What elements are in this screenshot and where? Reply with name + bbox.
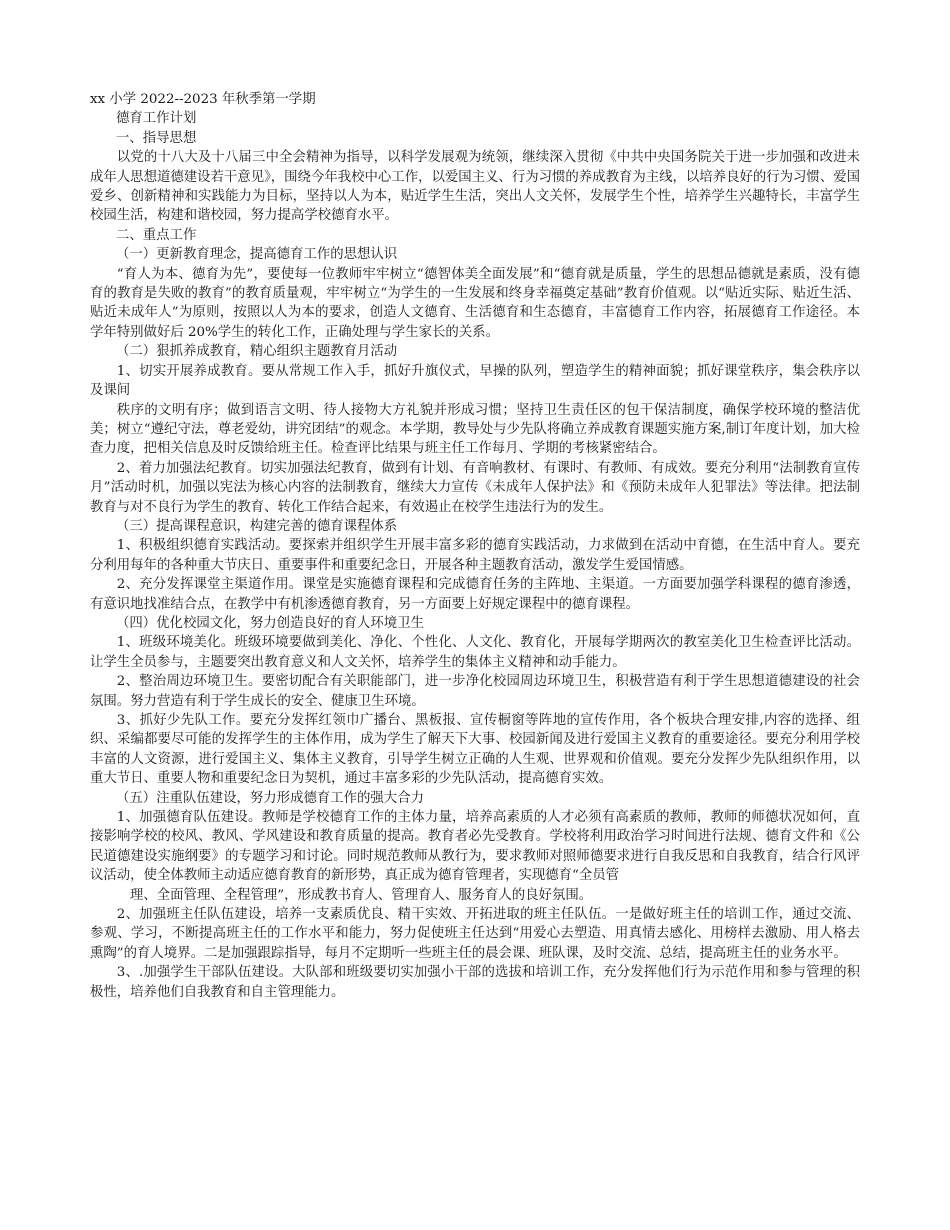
paragraph-4-1: 1、班级环境美化。班级环境要做到美化、净化、个性化、人文化、教育化，开展每学期两次的教室美化卫生检查评比活动。让学生全员参与，主题要突出教育意义和人文关怀，培养学生的集体主义精神和动手能力。 xyxy=(90,635,860,670)
subsection-heading-1: （一）更新教育理念，提高德育工作的思想认识 xyxy=(116,247,398,263)
paragraph-4-3: 3、抓好少先队工作。要充分发挥红领巾广播台、黑板报、宣传橱窗等阵地的宣传作用，各个板块合理安排,内容的选择、组织、采编都要尽可能的发挥学生的主体作用，成为学生了解天下大事、校园新闻及进行爱国主义教育的重要途径。要充分利用学校丰富的人文资源，进行爱国主义、集体主义教育，引导学生树立正确的人生观、世界观和价值观。要充分发挥少先队组织作用，以重大节日、重要人物和重要纪念日为契机，通过丰富多彩的少先队活动，提高德育实效。 xyxy=(90,713,860,787)
paragraph-2-2: 秩序的文明有序；做到语言文明、待人接物大方礼貌并形成习惯；坚持卫生责任区的包干保洁制度，确保学校环境的整洁优美；树立“遵纪守法，尊老爱幼，讲究团结”的观念。本学期，教导处与少先队将确立养成教育课题实施方案,制订年度计划，加大检查力度，把相关信息及时反馈给班主任。检查评比结果与班主任工作每月、学期的考核紧密结合。 xyxy=(90,402,860,457)
paragraph-3-2: 2、充分发挥课堂主渠道作用。课堂是实施德育课程和完成德育任务的主阵地、主渠道。一方面要加强学科课程的德育渗透，有意识地找准结合点，在教学中有机渗透德育教育，另一方面要上好规定课程中的德育课程。 xyxy=(90,577,860,612)
paragraph-guiding-ideology: 以党的十八大及十八届三中全会精神为指导，以科学发展观为统领，继续深入贯彻《中共中央国务院关于进一步加强和改进未成年人思想道德建设若干意见》，围绕今年我校中心工作，以爱国主义、行为习惯的养成教育为主线，以培养良好的行为习惯、爱国爱乡、创新精神和实践能力为目标，坚持以人为本，贴近学生生活，突出人文关怀，发展学生个性，培养学生兴趣特长，丰富学生校园生活，构建和谐校园，努力提高学校德育水平。 xyxy=(90,150,860,224)
subsection-heading-4: （四）优化校园文化，努力创造良好的育人环境卫生 xyxy=(116,615,424,631)
subsection-heading-5: （五）注重队伍建设，努力形成德育工作的强大合力 xyxy=(116,790,424,806)
paragraph-1-1: “育人为本、德育为先”，要使每一位教师牢牢树立“德智体美全面发展”和“德育就是质量，学生的思想品德就是素质，没有德育的教育是失败的教育”的教育质量观，牢牢树立“为学生的一生发展和终身幸福奠定基础”教育价值观。以“贴近实际、贴近生活、贴近未成年人”为原则，按照以人为本的要求，创造人文德育、生活德育和生态德育，丰富德育工作内容，拓展德育工作途径。本学年特别做好后 20%学生的转化工作，正确处理与学生家长的关系。 xyxy=(90,266,860,340)
paragraph-5-3: 3、.加强学生干部队伍建设。大队部和班级要切实加强小干部的选拔和培训工作，充分发挥他们行为示范作用和参与管理的积极性，培养他们自我教育和自主管理能力。 xyxy=(90,965,860,1000)
paragraph-2-1: 1、切实开展养成教育。要从常规工作入手，抓好升旗仪式，早操的队列，塑造学生的精神面貌；抓好课堂秩序，集会秩序以及课间 xyxy=(90,363,860,399)
document-subtitle: 德育工作计划 xyxy=(116,111,197,127)
paragraph-5-2: 2、加强班主任队伍建设，培养一支素质优良、精干实效、开拓进取的班主任队伍。一是做好班主任的培训工作，通过交流、参观、学习，不断提高班主任的工作水平和能力，努力促使班主任达到“用爱心去塑造、用真情去感化、用榜样去激励、用人格去熏陶”的育人境界。二是加强跟踪指导，每月不定期听一些班主任的晨会课、班队课，及时交流、总结，提高班主任的业务水平。 xyxy=(90,907,860,961)
paragraph-5-1: 1、加强德育队伍建设。教师是学校德育工作的主体力量，培养高素质的人才必须有高素质的教师，教师的师德状况如何，直接影响学校的校风、教风、学风建设和教育质量的提高。教育者必先受教育。学校将利用政治学习时间进行法规、德育文件和《公民道德建设实施纲要》的专题学习和讨论。同时规范教师从教行为，要求教师对照师德要求进行自我反思和自我教育，结合行风评议活动，使全体教师主动适应德育教育的新形势，真正成为德育管理者，实现德育“全员管 xyxy=(90,810,860,884)
section-heading-guiding-ideology: 一、指导思想 xyxy=(116,130,197,146)
paragraph-3-1: 1、积极组织德育实践活动。要探索并组织学生开展丰富多彩的德育实践活动，力求做到在活动中育德，在生活中育人。要充分利用每年的各种重大节庆日、重要事件和重要纪念日，开展各种主题教育活动，激发学生爱国情感。 xyxy=(90,538,860,573)
paragraph-4-2: 2、整治周边环境卫生。要密切配合有关职能部门，进一步净化校园周边环境卫生，积极营造有利于学生思想道德建设的社会氛围。努力营造有利于学生成长的安全、健康卫生环境。 xyxy=(90,674,860,709)
section-heading-key-work: 二、重点工作 xyxy=(116,227,197,243)
document-title-line: xx 小学 2022--2023 年秋季第一学期 xyxy=(90,92,316,107)
paragraph-5-1-continued: 理、全面管理、全程管理”，形成教书育人、管理育人、服务育人的良好氛围。 xyxy=(130,887,593,903)
subsection-heading-3: （三）提高课程意识，构建完善的德育课程体系 xyxy=(116,518,398,534)
paragraph-2-3: 2、着力加强法纪教育。切实加强法纪教育，做到有计划、有音响教材、有课时、有教师、有成效。要充分利用“法制教育宣传月”活动时机，加强以宪法为核心内容的法制教育，继续大力宣传《未成年人保护法》和《预防未成年人犯罪法》等法律。把法制教育与对不良行为学生的教育、转化工作结合起来，有效遏止在校学生违法行为的发生。 xyxy=(90,460,860,515)
subsection-heading-2: （二）狠抓养成教育，精心组织主题教育月活动 xyxy=(116,344,398,360)
document-page xyxy=(90,90,860,1002)
